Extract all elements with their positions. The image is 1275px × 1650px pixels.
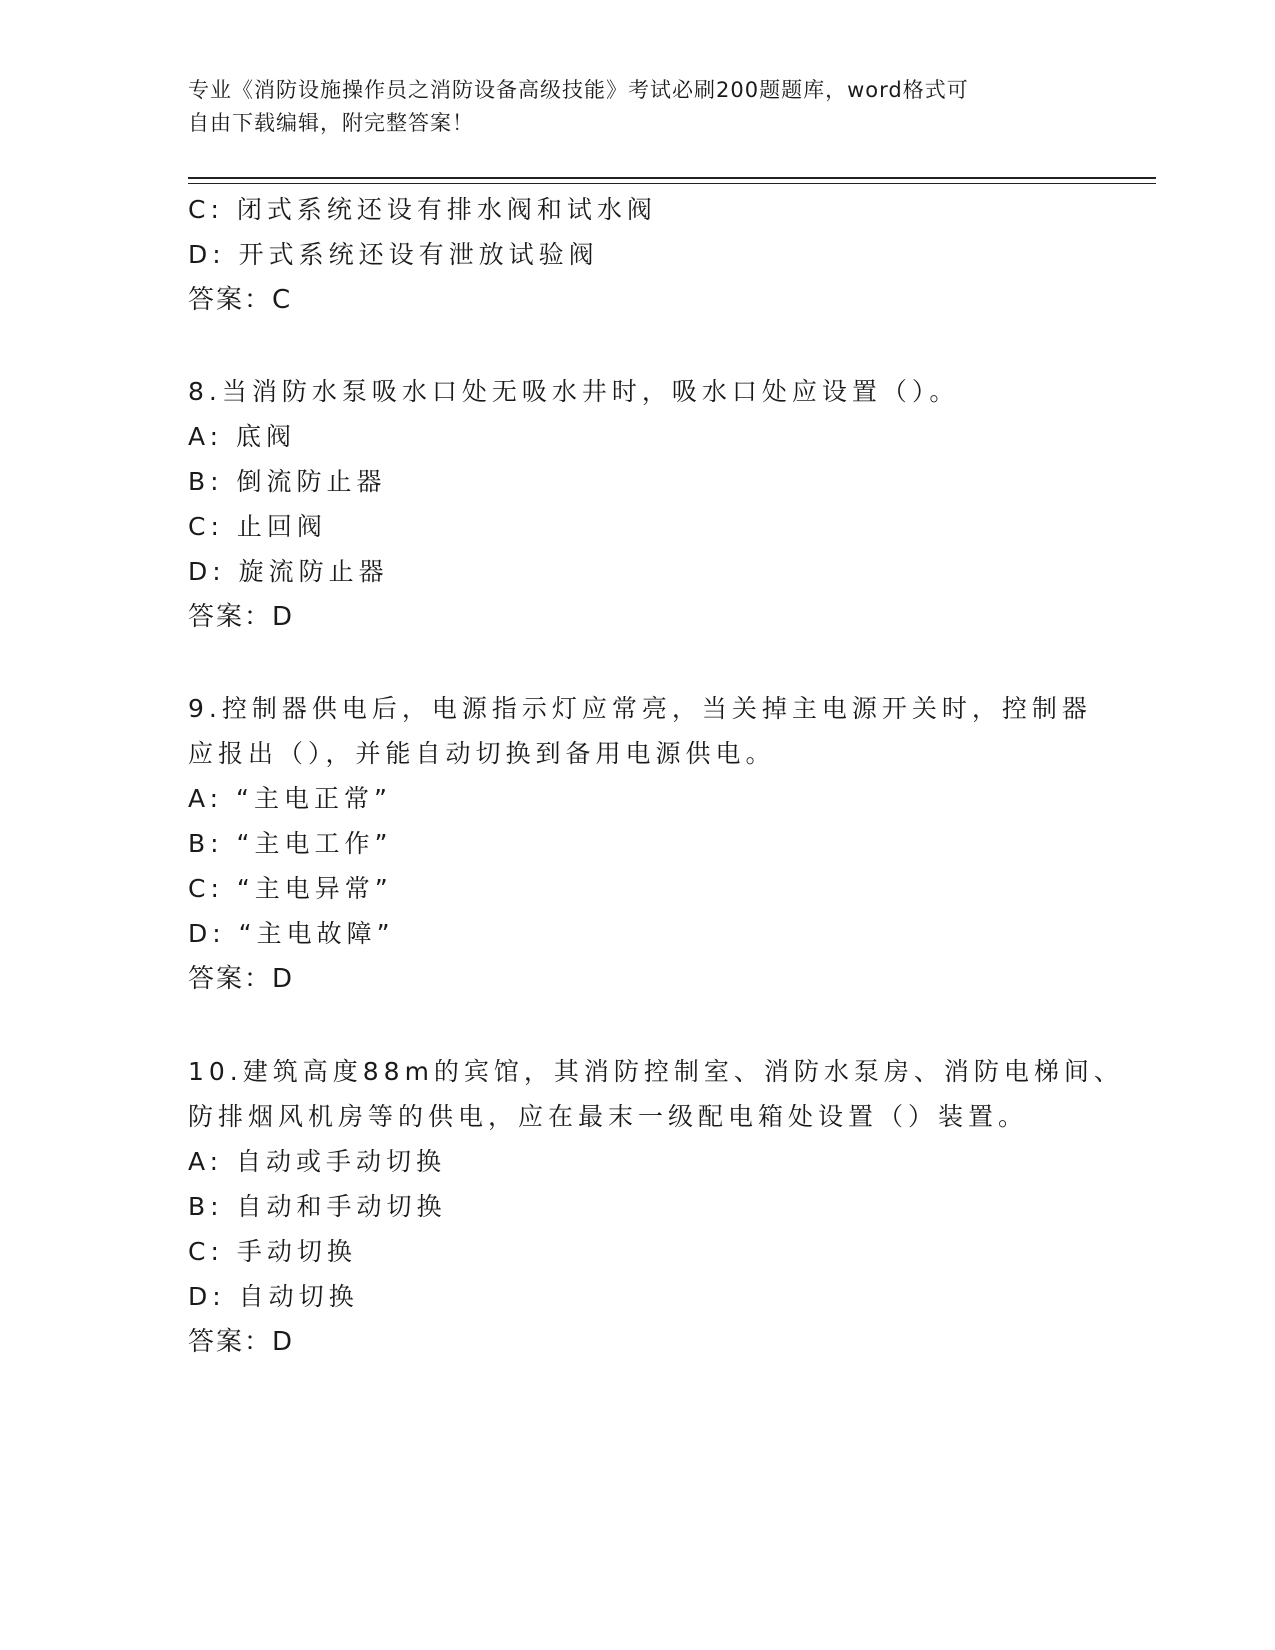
- q10-stem-line-2: 防排烟风机房等的供电，应在最末一级配电箱处设置（）装置。: [188, 1102, 1029, 1131]
- q8-option-c: C: 止回阀: [188, 512, 327, 541]
- q9-option-b: B: “主电工作”: [188, 829, 393, 858]
- q10-stem-line-1: 10.建筑高度88m的宾馆，其消防控制室、消防水泵房、消防电梯间、: [188, 1057, 1124, 1086]
- q8-option-a: A: 底阀: [188, 422, 297, 451]
- header-line-2: 自由下载编辑，附完整答案！: [188, 111, 474, 135]
- q9-stem-line-1: 9.控制器供电后，电源指示灯应常亮，当关掉主电源开关时，控制器: [188, 694, 1092, 723]
- prev-option-c: C: 闭式系统还设有排水阀和试水阀: [188, 195, 657, 224]
- prev-answer: 答案：C: [188, 285, 293, 315]
- q8-option-b: B: 倒流防止器: [188, 467, 387, 496]
- prev-option-d: D: 开式系统还设有泄放试验阀: [188, 240, 599, 269]
- q10-option-a: A: 自动或手动切换: [188, 1147, 447, 1176]
- header-line-1: 专业《消防设施操作员之消防设备高级技能》考试必刷200题题库，word格式可: [188, 78, 969, 102]
- q10-option-b: B: 自动和手动切换: [188, 1192, 447, 1221]
- q10-answer: 答案：D: [188, 1327, 295, 1357]
- document-header: [188, 74, 1068, 140]
- header-divider-thin: [188, 183, 1156, 184]
- q9-option-d: D: “主电故障”: [188, 919, 395, 948]
- q10-option-d: D: 自动切换: [188, 1282, 359, 1311]
- header-divider-thick: [188, 177, 1156, 179]
- q9-answer: 答案：D: [188, 964, 295, 994]
- q9-stem-line-2: 应报出（），并能自动切换到备用电源供电。: [188, 739, 776, 768]
- q9-option-a: A: “主电正常”: [188, 784, 392, 813]
- q9-option-c: C: “主电异常”: [188, 874, 393, 903]
- q10-option-c: C: 手动切换: [188, 1237, 357, 1266]
- q8-stem: 8.当消防水泵吸水口处无吸水井时，吸水口处应设置（）。: [188, 377, 960, 406]
- q8-option-d: D: 旋流防止器: [188, 557, 389, 586]
- q8-answer: 答案：D: [188, 602, 295, 632]
